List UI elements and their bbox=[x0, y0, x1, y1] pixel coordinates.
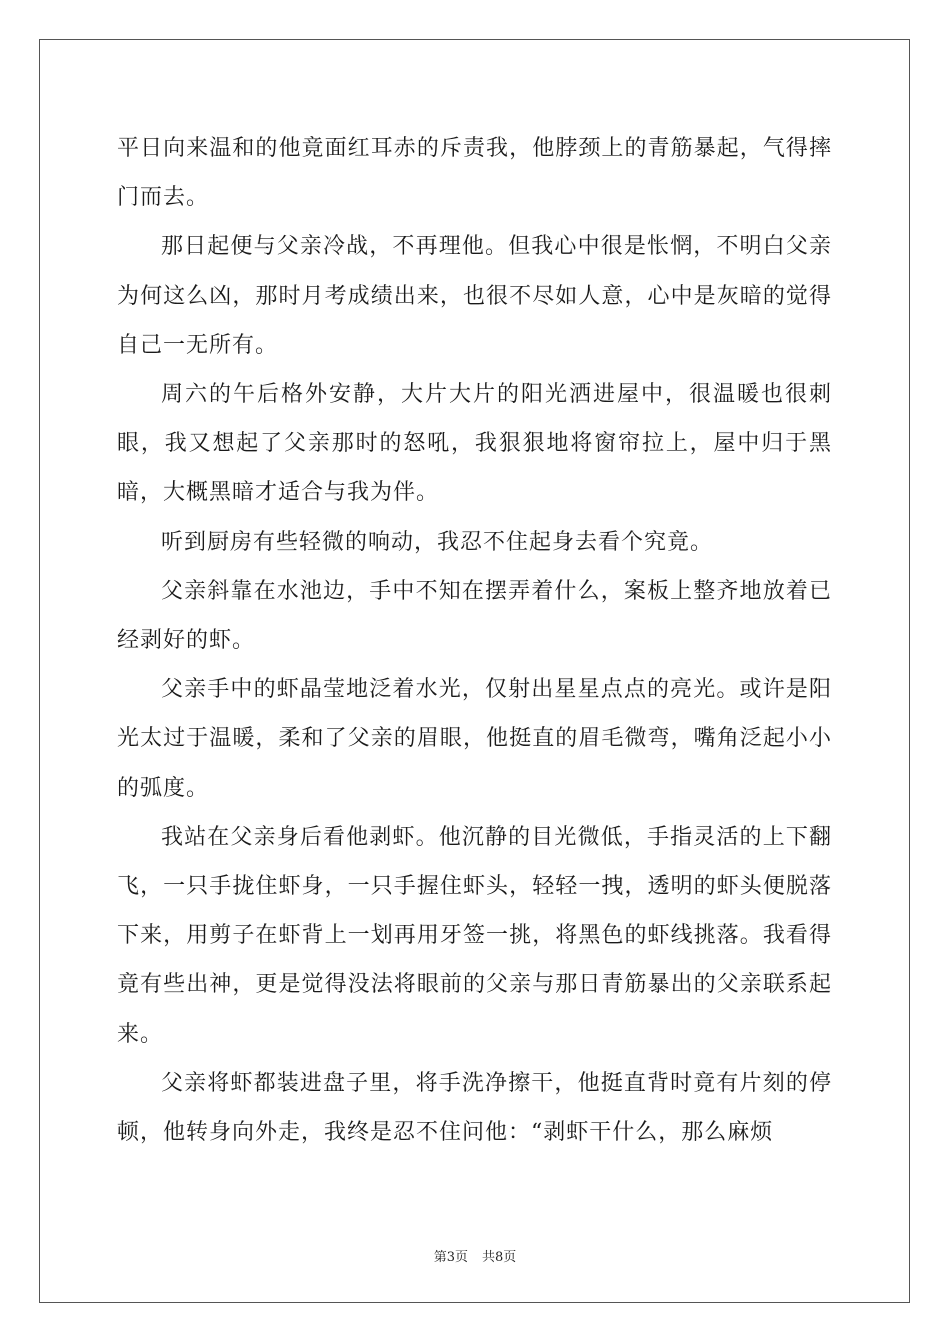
paragraph-2: 那日起便与父亲冷战，不再理他。但我心中很是怅惘，不明白父亲为何这么凶，那时月考成绩出来，也很不尽如人意，心中是灰暗的觉得自己一无所有。 bbox=[117, 234, 832, 358]
paragraph-1: 平日向来温和的他竟面红耳赤的斥责我，他脖颈上的青筋暴起，气得摔门而去。 bbox=[117, 136, 832, 211]
paragraph-7: 我站在父亲身后看他剥虾。他沉静的目光微低，手指灵活的上下翻飞，一只手拢住虾身，一只手握住虾头，轻轻一拽，透明的虾头便脱落下来，用剪子在虾背上一划再用牙签一挑，将黑色的虾线挑落。我看得竟有些出神，更是觉得没法将眼前的父亲与那日青筋暴出的父亲联系起来。 bbox=[117, 824, 832, 1047]
page-number: 第3页 bbox=[433, 1250, 468, 1265]
paragraph-6: 父亲手中的虾晶莹地泛着水光，仅射出星星点点的亮光。或许是阳光太过于温暖，柔和了父亲的眉眼，他挺直的眉毛微弯，嘴角泛起小小的弧度。 bbox=[117, 677, 832, 801]
paragraph-4: 听到厨房有些轻微的响动，我忍不住起身去看个究竟。 bbox=[161, 529, 714, 555]
document-body bbox=[117, 124, 832, 1157]
paragraph-3: 周六的午后格外安静，大片大片的阳光洒进屋中，很温暖也很刺眼，我又想起了父亲那时的怒吼，我狠狠地将窗帘拉上，屋中归于黑暗，大概黑暗才适合与我为伴。 bbox=[117, 382, 832, 506]
paragraph-5: 父亲斜靠在水池边，手中不知在摆弄着什么，案板上整齐地放着已经剥好的虾。 bbox=[117, 578, 832, 654]
page-footer bbox=[0, 1246, 950, 1265]
paragraph-8: 父亲将虾都装进盘子里，将手洗净擦干，他挺直背时竟有片刻的停顿，他转身向外走，我终是忍不住问他：“剥虾干什么，那么麻烦 bbox=[117, 1070, 832, 1146]
page-total: 共8页 bbox=[482, 1250, 517, 1265]
